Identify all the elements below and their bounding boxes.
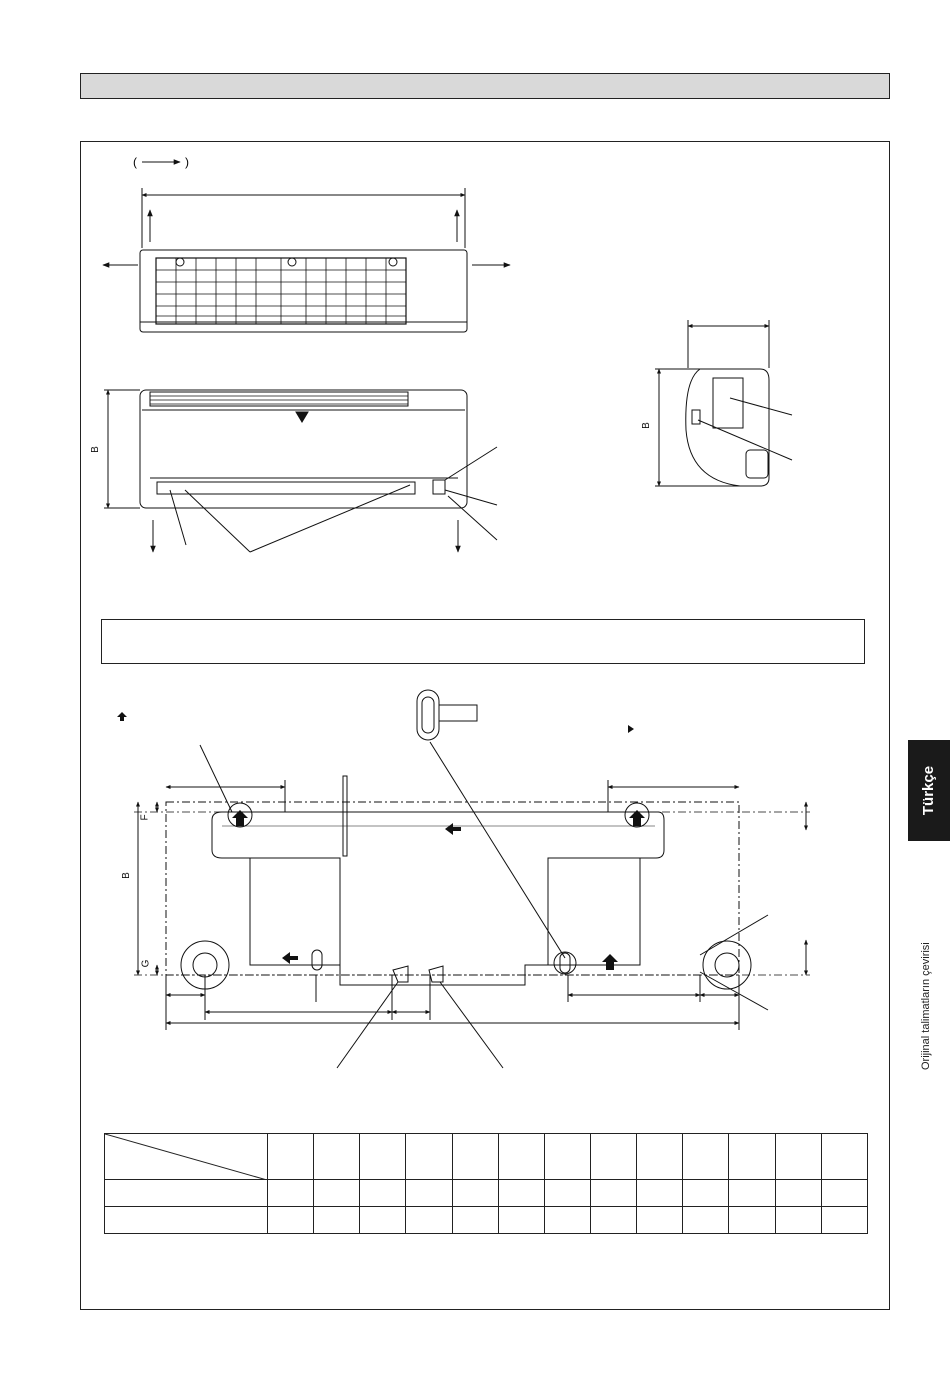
plate-arrows bbox=[117, 712, 645, 970]
direction-marker: ( bbox=[133, 155, 137, 169]
table-corner-cell bbox=[105, 1134, 268, 1180]
front-height-letter: B bbox=[89, 446, 101, 453]
direction-marker-close: ) bbox=[185, 155, 189, 169]
plate-height-letter: B bbox=[120, 872, 132, 879]
side-height-letter: B bbox=[640, 422, 652, 429]
table-row bbox=[105, 1180, 868, 1207]
mounting-plate bbox=[134, 690, 810, 1068]
top-view-unit bbox=[103, 188, 510, 332]
plate-top-offset-letter: F bbox=[139, 814, 151, 821]
side-view-unit bbox=[655, 320, 792, 486]
translation-note: Orijinal talimatların çevirisi bbox=[920, 942, 932, 1070]
language-tab-label: Türkçe bbox=[920, 765, 938, 816]
spec-table bbox=[104, 1133, 868, 1234]
front-view-unit bbox=[104, 390, 497, 552]
plate-bottom-offset-letter: G bbox=[140, 959, 152, 968]
table-row bbox=[105, 1207, 868, 1234]
